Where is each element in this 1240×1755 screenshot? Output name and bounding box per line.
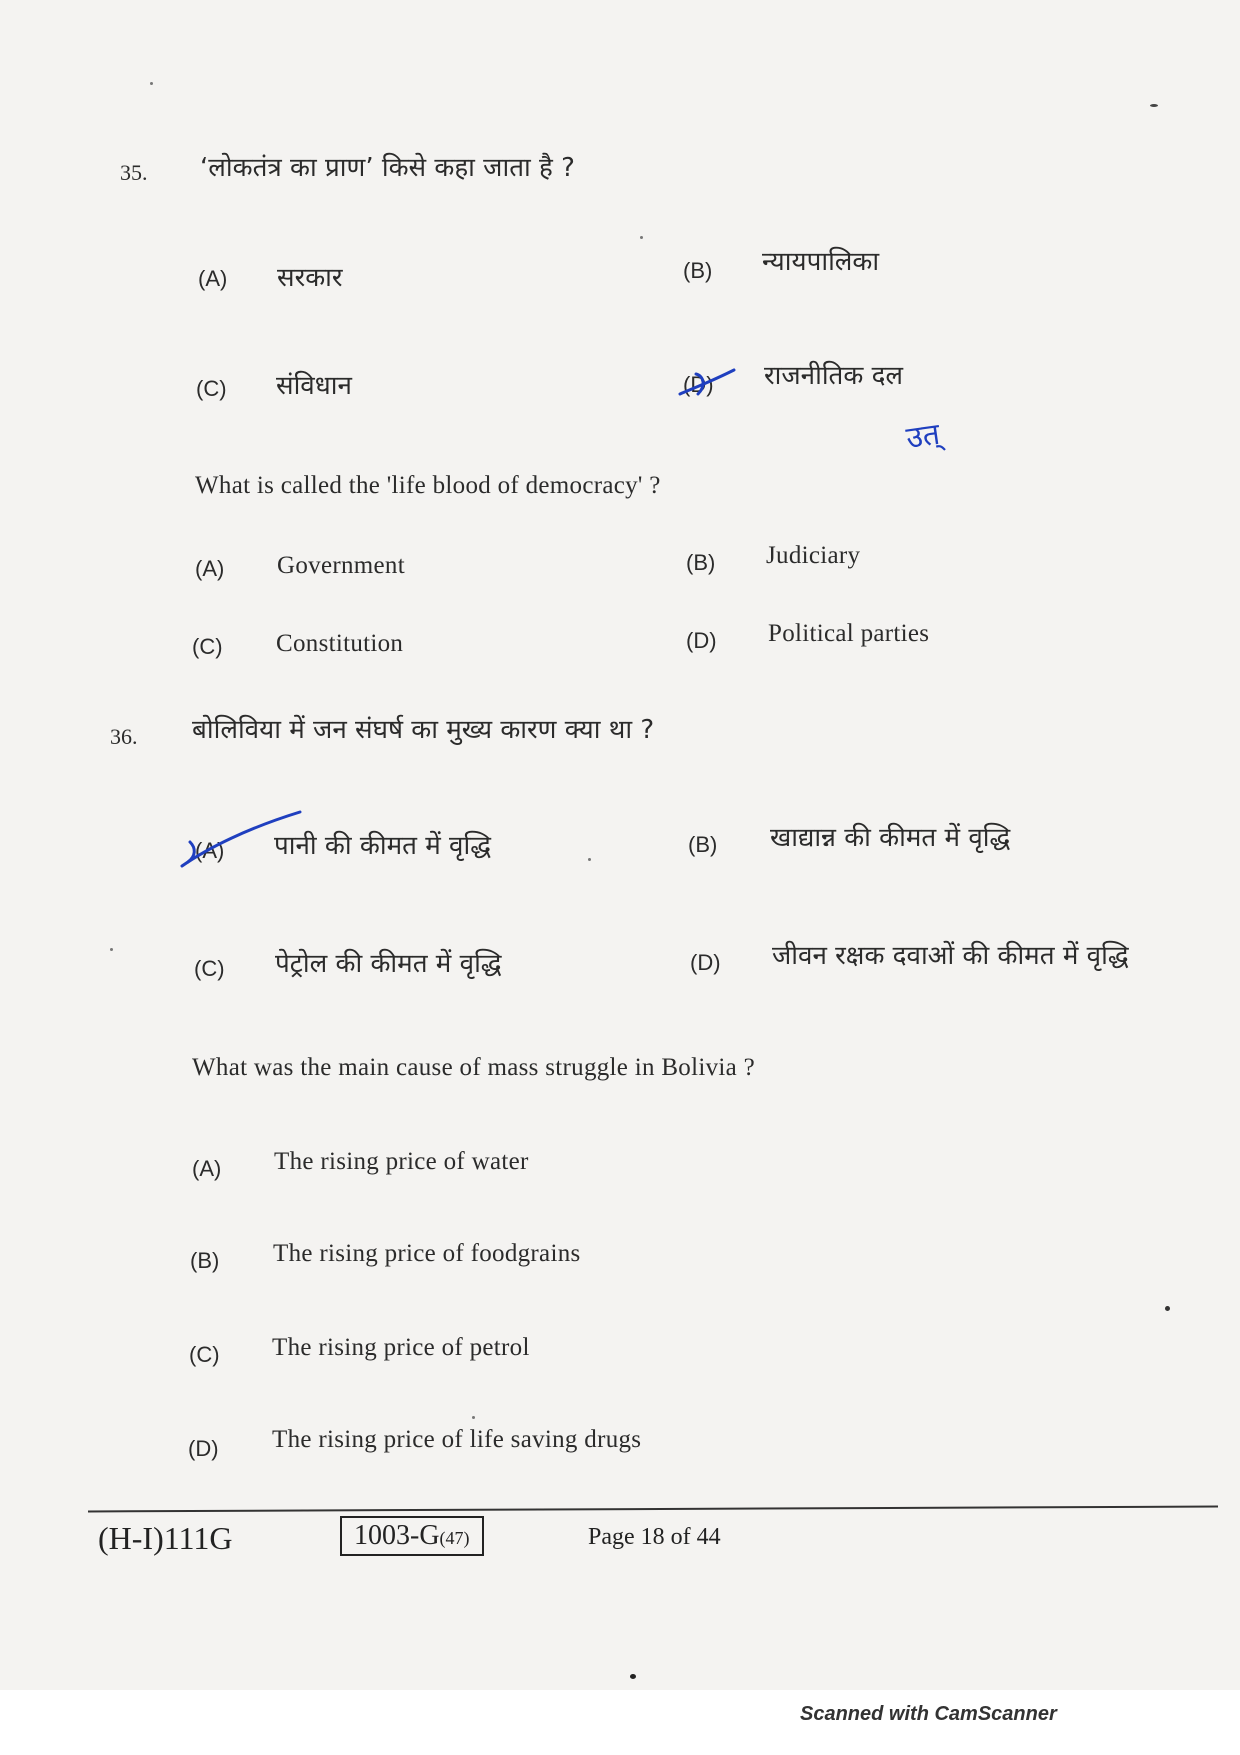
option-text: The rising price of life saving drugs — [272, 1426, 642, 1453]
page-number: Page 18 of 44 — [588, 1524, 721, 1550]
option-label: (C) — [189, 1342, 220, 1367]
option-label: (D) — [683, 372, 714, 397]
option-label: (C) — [192, 634, 223, 659]
option-label: (A) — [198, 266, 228, 291]
scan-speck — [110, 948, 113, 951]
scan-speck — [630, 1674, 636, 1679]
option-text: खाद्यान्न की कीमत में वृद्धि — [770, 823, 1011, 853]
option-text: Government — [277, 552, 405, 579]
scan-speck — [640, 236, 643, 239]
option-text: Judiciary — [766, 542, 861, 569]
option-label: (A) — [195, 556, 225, 581]
option-text: सरकार — [277, 263, 343, 293]
scanner-watermark: Scanned with CamScanner — [800, 1703, 1057, 1725]
handwritten-answer-mark: उत् — [904, 416, 943, 457]
option-text: न्यायपालिका — [762, 247, 880, 277]
option-text: The rising price of petrol — [272, 1334, 530, 1361]
scan-speck — [588, 858, 591, 861]
scan-speck — [1150, 104, 1158, 107]
question-number: 35. — [120, 160, 148, 185]
option-text: जीवन रक्षक दवाओं की कीमत में वृद्धि — [772, 941, 1129, 971]
option-text: Political parties — [768, 620, 930, 647]
option-label: (A) — [195, 838, 225, 863]
option-label: (B) — [688, 832, 718, 857]
booklet-code-box — [340, 1516, 484, 1556]
option-label: (B) — [683, 258, 713, 283]
option-text: The rising price of water — [274, 1148, 529, 1175]
question-text-english: What is called the 'life blood of democracy' ? — [195, 472, 661, 499]
footer-divider — [88, 1506, 1218, 1513]
scan-speck — [150, 82, 153, 85]
question-text-english: What was the main cause of mass struggle in Bolivia ? — [192, 1054, 755, 1081]
option-label: (C) — [196, 376, 227, 401]
question-text-hindi: बोलिविया में जन संघर्ष का मुख्य कारण क्या था ? — [192, 715, 655, 745]
option-label: (A) — [192, 1156, 222, 1181]
option-text: संविधान — [276, 371, 352, 401]
question-text-hindi: ‘लोकतंत्र का प्राण’ किसे कहा जाता है ? — [200, 153, 575, 183]
option-text: पानी की कीमत में वृद्धि — [274, 831, 492, 861]
scan-speck — [472, 1416, 475, 1419]
option-text: राजनीतिक दल — [764, 361, 904, 391]
option-text: The rising price of foodgrains — [273, 1240, 581, 1267]
option-text: पेट्रोल की कीमत में वृद्धि — [275, 949, 502, 979]
option-label: (C) — [194, 956, 225, 981]
question-number: 36. — [110, 724, 138, 749]
option-label: (B) — [190, 1248, 220, 1273]
option-label: (B) — [686, 550, 716, 575]
paper-code: (H-I)111G — [98, 1520, 233, 1556]
option-label: (D) — [690, 950, 721, 975]
booklet-code: 1003-G — [354, 1520, 440, 1551]
scan-speck — [1165, 1306, 1170, 1311]
booklet-code-suffix: (47) — [439, 1528, 470, 1548]
option-label: (D) — [188, 1436, 219, 1461]
option-label: (D) — [686, 628, 717, 653]
option-text: Constitution — [276, 630, 404, 657]
